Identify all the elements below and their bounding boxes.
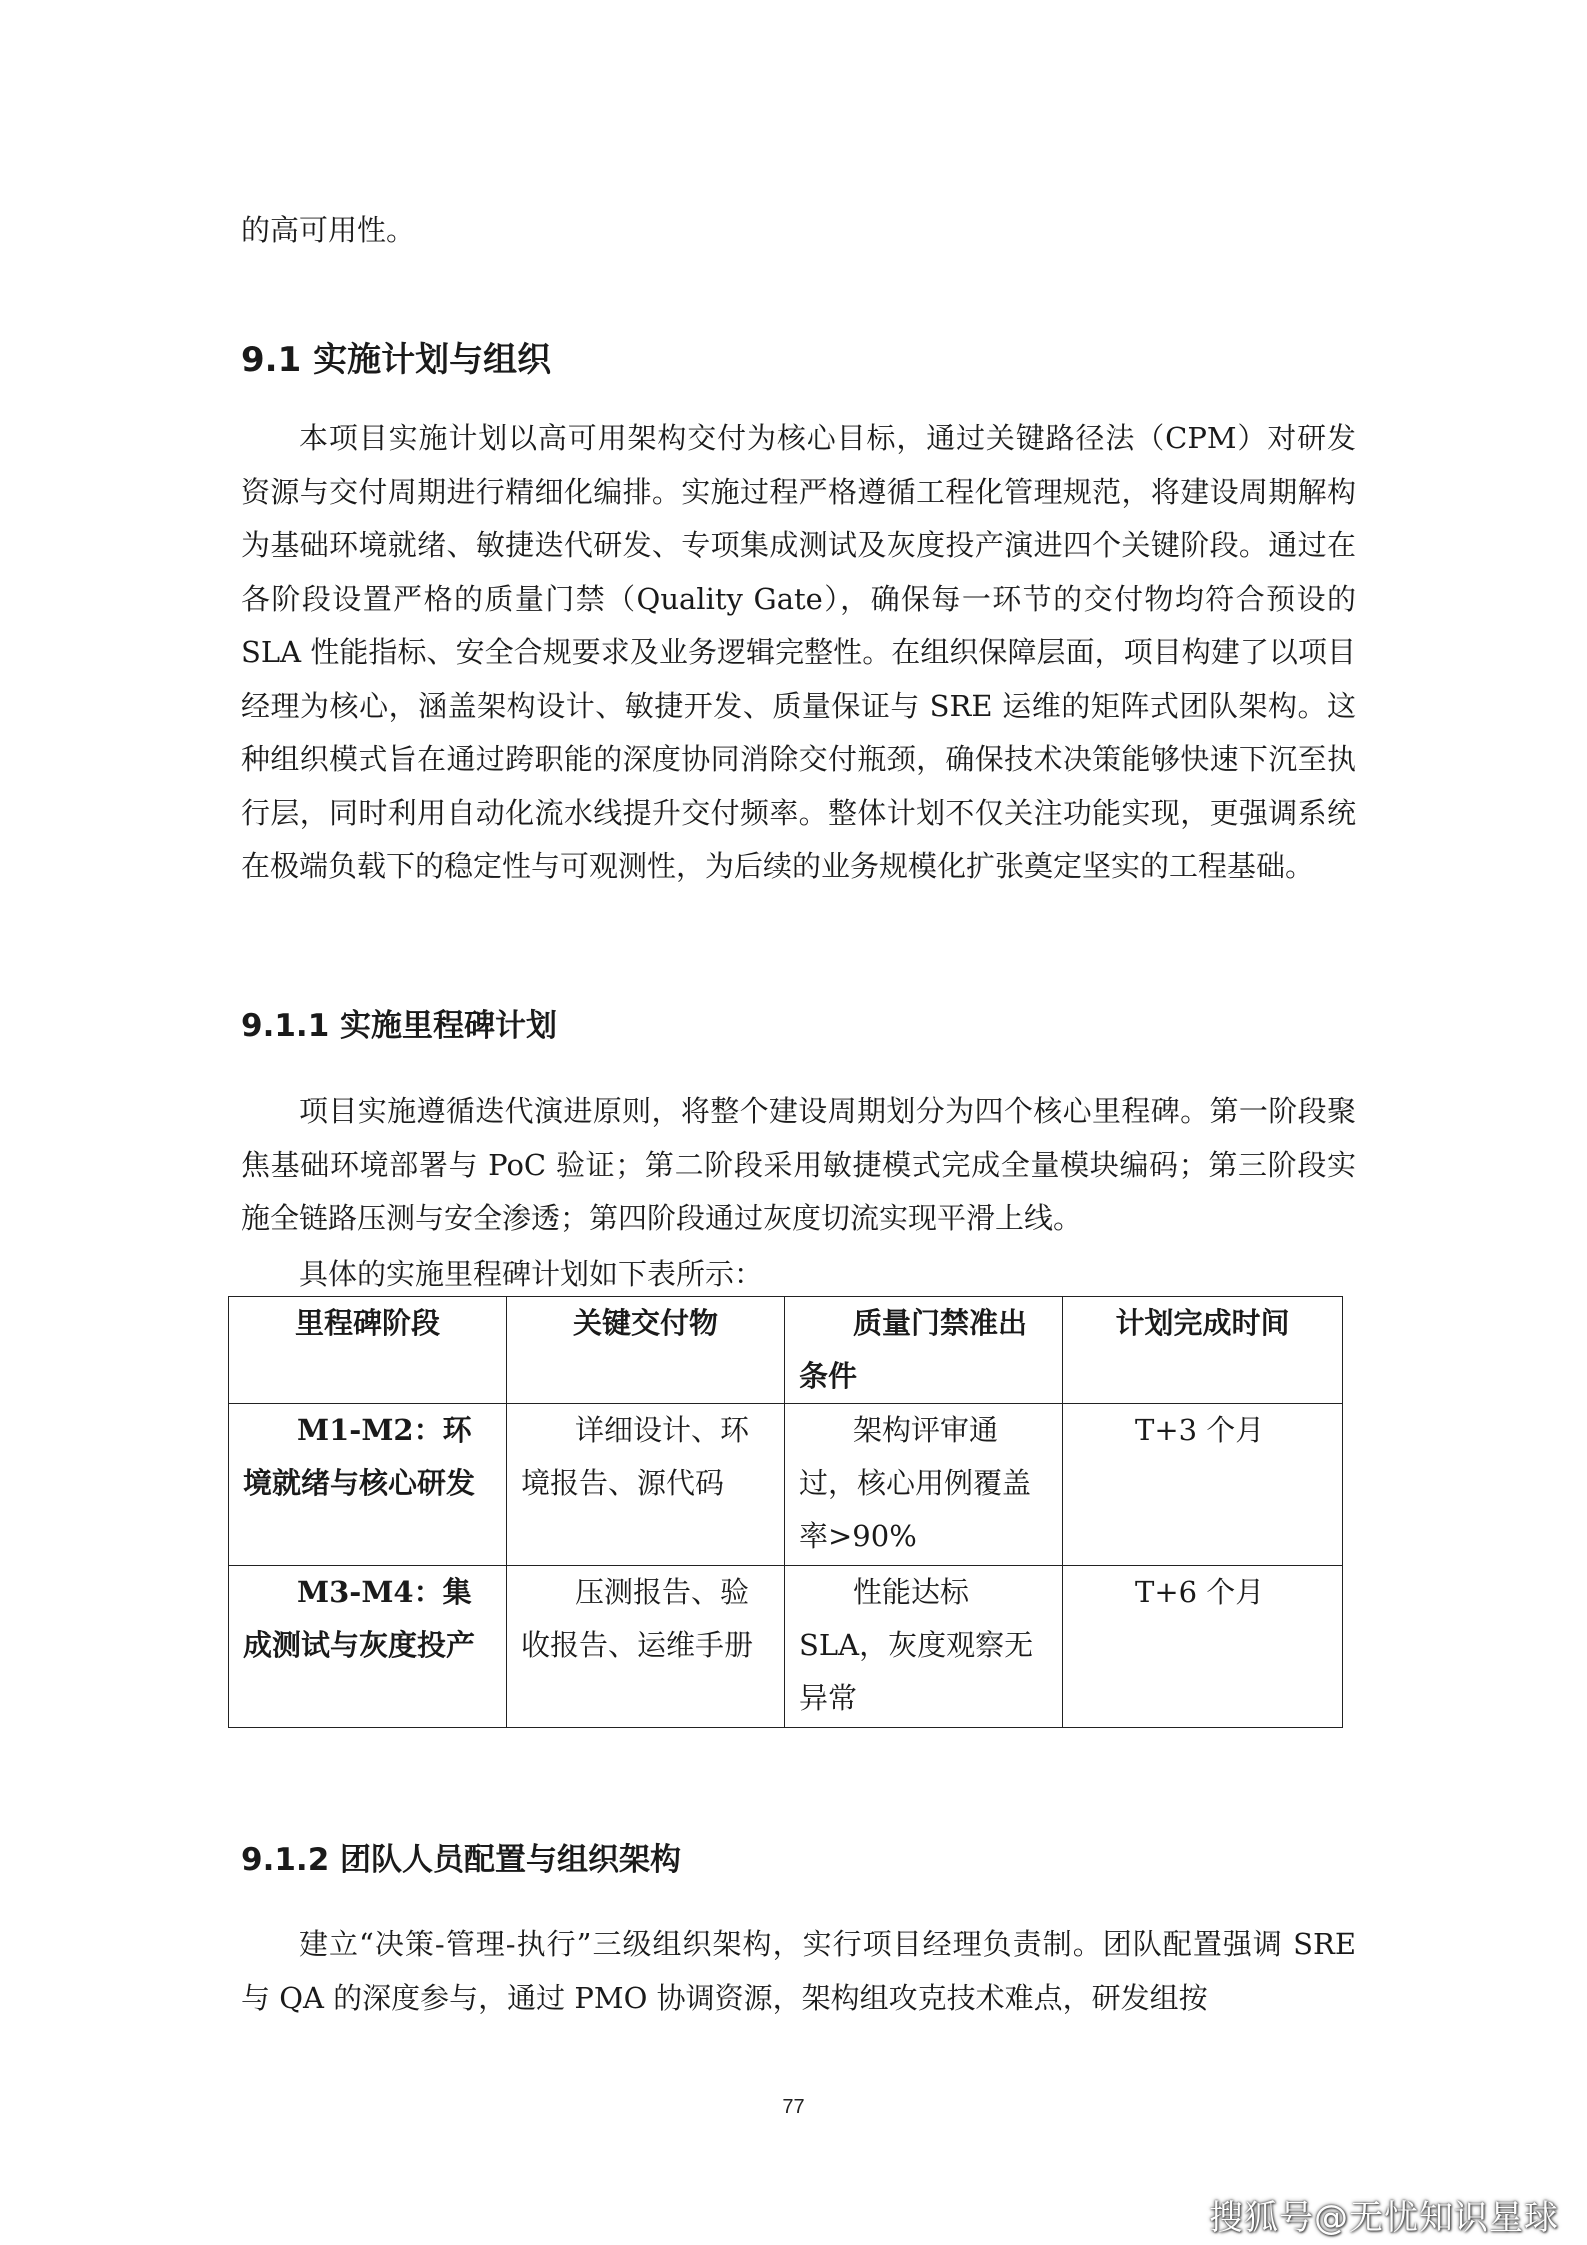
cell-deliverables: 压测报告、验收报告、运维手册: [507, 1566, 785, 1728]
subsection-1-body-paragraph: 项目实施遵循迭代演进原则，将整个建设周期划分为四个核心里程碑。第一阶段聚焦基础环境部署与 PoC 验证；第二阶段采用敏捷模式完成全量模块编码；第三阶段实施全链路压测与安全渗透；第四阶段通过灰度切流实现平滑上线。: [241, 1094, 1356, 1235]
section-body-paragraph: 本项目实施计划以高可用架构交付为核心目标，通过关键路径法（CPM）对研发资源与交付周期进行精细化编排。实施过程严格遵循工程化管理规范，将建设周期解构为基础环境就绪、敏捷迭代研发、专项集成测试及灰度投产演进四个关键阶段。通过在各阶段设置严格的质量门禁（Quality Gate），确保每一环节的交付物均符合预设的 SLA 性能指标、安全合规要求及业务逻辑完整性。在组织保障层面，项目构建了以项目经理为核心，涵盖架构设计、敏捷开发、质量保证与 SRE 运维的矩阵式团队架构。这种组织模式旨在通过跨职能的深度协同消除交付瓶颈，确保技术决策能够快速下沉至执行层，同时利用自动化流水线提升交付频率。整体计划不仅关注功能实现，更强调系统在极端负载下的稳定性与可观测性，为后续的业务规模化扩张奠定坚实的工程基础。: [241, 421, 1356, 883]
page-number: 77: [782, 2096, 805, 2118]
header-stage: 里程碑阶段: [229, 1297, 507, 1404]
cell-quality-gate: 性能达标 SLA，灰度观察无异常: [785, 1566, 1063, 1728]
table-caption: 具体的实施里程碑计划如下表所示：: [299, 1257, 764, 1291]
cell-planned-time: T+6 个月: [1063, 1566, 1343, 1728]
header-quality-gate: 质量门禁准出条件: [785, 1297, 1063, 1404]
header-deliverables: 关键交付物: [507, 1297, 785, 1404]
subsection-2-body-paragraph: 建立“决策-管理-执行”三级组织架构，实行项目经理负责制。团队配置强调 SRE 与 QA 的深度参与，通过 PMO 协调资源，架构组攻克技术难点，研发组按: [241, 1927, 1356, 2015]
cell-stage: M3-M4：集成测试与灰度投产: [229, 1566, 507, 1728]
watermark: 搜狐号@无忧知识星球: [1209, 2198, 1559, 2238]
subsection-2-heading: 9.1.2 团队人员配置与组织架构: [241, 1842, 682, 1878]
cell-deliverables: 详细设计、环境报告、源代码: [507, 1404, 785, 1566]
cell-stage: M1-M2：环境就绪与核心研发: [229, 1404, 507, 1566]
table-row: [229, 1566, 1343, 1728]
cell-quality-gate: 架构评审通过，核心用例覆盖率>90%: [785, 1404, 1063, 1566]
top-fragment-paragraph: 的高可用性。: [241, 213, 416, 247]
header-planned-time: 计划完成时间: [1063, 1297, 1343, 1404]
milestone-table: [228, 1296, 1343, 1728]
subsection-1-heading: 9.1.1 实施里程碑计划: [241, 1008, 558, 1044]
section-heading: 9.1 实施计划与组织: [241, 340, 552, 380]
table-header-row: [229, 1297, 1343, 1404]
cell-planned-time: T+3 个月: [1063, 1404, 1343, 1566]
table-row: [229, 1404, 1343, 1566]
